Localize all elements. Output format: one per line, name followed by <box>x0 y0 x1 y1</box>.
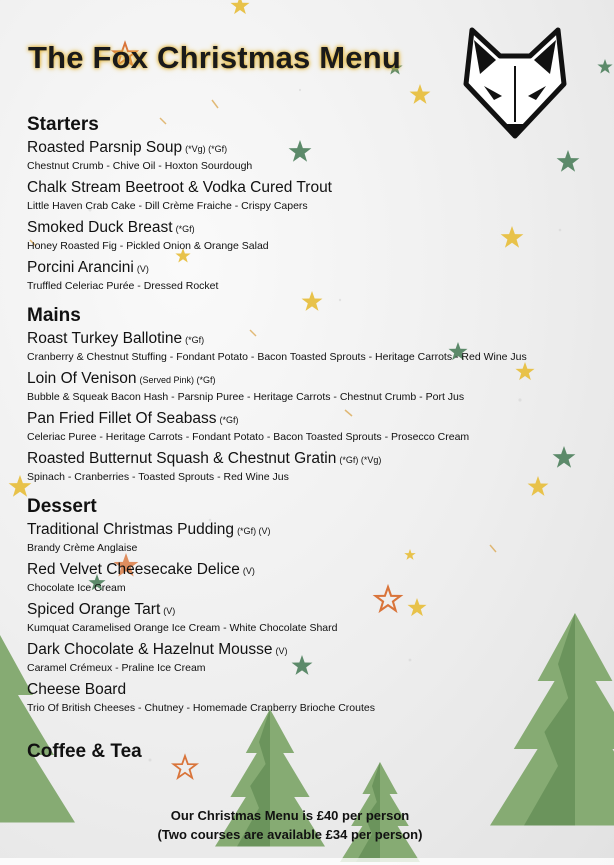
menu-item <box>27 369 607 405</box>
menu-item <box>27 600 607 636</box>
price-line: Our Christmas Menu is £40 per person <box>170 808 410 823</box>
dish-description: Bubble & Squeak Bacon Hash - Parsnip Puree - Heritage Carrots - Chestnut Crumb - Port Jus <box>27 391 465 403</box>
menu-item <box>27 409 607 445</box>
dish-name: Traditional Christmas Pudding <box>27 521 235 538</box>
dish-name: Red Velvet Cheesecake Delice <box>27 561 240 578</box>
menu-item <box>27 329 607 365</box>
menu-item <box>27 218 607 254</box>
dish-name: Chalk Stream Beetroot & Vodka Cured Trout <box>27 179 332 196</box>
section-coffee <box>27 741 607 765</box>
section-starters <box>27 114 607 298</box>
dietary-tags: (*Gf) <box>185 335 205 345</box>
dish-name: Smoked Duck Breast <box>27 219 173 236</box>
menu-title: The Fox Christmas Menu <box>28 40 402 75</box>
dish-description: Brandy Crème Anglaise <box>27 542 138 554</box>
dish-name: Roasted Parsnip Soup <box>27 139 183 156</box>
dish-description: Cranberry & Chestnut Stuffing - Fondant Potato - Bacon Toasted Sprouts - Heritage Carrots - Red Wine Jus <box>27 351 527 363</box>
dish-name: Roasted Butternut Squash & Chestnut Gratin <box>27 450 337 467</box>
dietary-tags: (*Gf) <box>219 415 239 425</box>
dietary-tags: (Served Pink) (*Gf) <box>139 375 216 385</box>
dish-name: Porcini Arancini <box>27 259 134 276</box>
price-footer <box>0 806 580 844</box>
dietary-tags: (V) <box>163 606 176 616</box>
dietary-tags: (*Gf) (V) <box>237 526 271 536</box>
dish-description: Spinach - Cranberries - Toasted Sprouts - Red Wine Jus <box>27 471 289 483</box>
dish-name: Cheese Board <box>27 681 127 698</box>
dish-description: Honey Roasted Fig - Pickled Onion & Orange Salad <box>27 240 269 252</box>
section-mains <box>27 305 607 489</box>
section-title: Starters <box>27 114 99 135</box>
dish-name: Dark Chocolate & Hazelnut Mousse <box>27 641 273 658</box>
menu-item <box>27 560 607 596</box>
menu-item <box>27 680 607 716</box>
dish-description: Truffled Celeriac Purée - Dressed Rocket <box>27 280 219 292</box>
dish-description: Caramel Crémeux - Praline Ice Cream <box>27 662 206 674</box>
menu-item <box>27 640 607 676</box>
section-title: Dessert <box>27 496 97 517</box>
section-dessert <box>27 496 607 720</box>
dish-description: Little Haven Crab Cake - Dill Crème Fraiche - Crispy Capers <box>27 200 308 212</box>
dish-description: Kumquat Caramelised Orange Ice Cream - White Chocolate Shard <box>27 622 338 634</box>
section-title: Coffee & Tea <box>27 741 142 762</box>
dietary-tags: (V) <box>275 646 288 656</box>
menu-item <box>27 138 607 174</box>
dish-name: Spiced Orange Tart <box>27 601 161 618</box>
two-course-price-line: (Two courses are available £34 per person) <box>157 827 423 842</box>
dish-name: Pan Fried Fillet Of Seabass <box>27 410 217 427</box>
dietary-tags: (V) <box>242 566 255 576</box>
dish-description: Trio Of British Cheeses - Chutney - Homemade Cranberry Brioche Croutes <box>27 702 375 714</box>
dietary-tags: (*Gf) (*Vg) <box>339 455 382 465</box>
section-title: Mains <box>27 305 81 326</box>
menu-item <box>27 258 607 294</box>
dietary-tags: (V) <box>136 264 149 274</box>
dish-name: Loin Of Venison <box>27 370 137 387</box>
menu-item <box>27 520 607 556</box>
dish-description: Chocolate Ice Cream <box>27 582 126 594</box>
menu-item <box>27 178 607 214</box>
dish-name: Roast Turkey Ballotine <box>27 330 183 347</box>
dietary-tags: (*Vg) (*Gf) <box>185 144 228 154</box>
dish-description: Chestnut Crumb - Chive Oil - Hoxton Sourdough <box>27 160 253 172</box>
menu-item <box>27 449 607 485</box>
dish-description: Celeriac Puree - Heritage Carrots - Fondant Potato - Bacon Toasted Sprouts - Prosecco Cream <box>27 431 470 443</box>
dietary-tags: (*Gf) <box>175 224 195 234</box>
